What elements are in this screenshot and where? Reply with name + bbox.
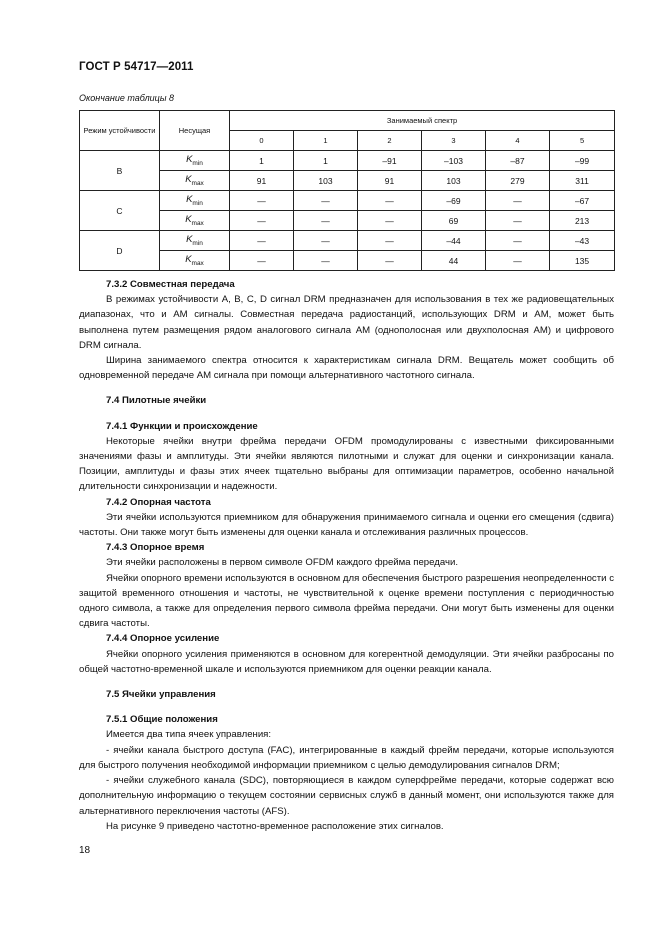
table-row <box>80 231 615 251</box>
value-cell: — <box>294 191 358 211</box>
header-spectrum-col: 3 <box>422 131 486 151</box>
mode-cell: C <box>80 191 160 231</box>
value-cell: 103 <box>422 171 486 191</box>
value-cell: 279 <box>486 171 550 191</box>
value-cell: — <box>294 211 358 231</box>
value-cell: — <box>486 231 550 251</box>
value-cell: — <box>358 231 422 251</box>
table-row <box>80 171 615 191</box>
mode-cell: B <box>80 151 160 191</box>
header-spectrum-col: 1 <box>294 131 358 151</box>
mode-cell: D <box>80 231 160 271</box>
section-heading: 7.4 Пилотные ячейки <box>106 395 207 407</box>
header-mode: Режим устойчивости <box>80 111 160 151</box>
value-cell: — <box>486 211 550 231</box>
paragraph: Ширина занимаемого спектра относится к характеристикам сигнала DRM. Вещатель может сообщить об одновременной передаче АМ сигнала при помощи альтернативного частотного сигнала. <box>79 355 614 382</box>
value-cell: –103 <box>422 151 486 171</box>
value-cell: –69 <box>422 191 486 211</box>
paragraph: На рисунке 9 приведено частотно-временное расположение этих сигналов. <box>106 820 444 832</box>
value-cell: — <box>294 251 358 271</box>
header-spectrum: Занимаемый спектр <box>230 111 615 131</box>
section-heading: 7.4.1 Функции и происхождение <box>106 420 258 432</box>
table-row <box>80 251 615 271</box>
value-cell: — <box>230 191 294 211</box>
value-cell: — <box>486 191 550 211</box>
header-spectrum-col: 5 <box>550 131 615 151</box>
value-cell: 69 <box>422 211 486 231</box>
paragraph: Эти ячейки расположены в первом символе OFDM каждого фрейма передачи. <box>106 557 458 569</box>
header-spectrum-col: 2 <box>358 131 422 151</box>
paragraph: Ячейки опорного времени используются в основном для обеспечения быстрого разрешения неопределенности с защитой временного отношения и частоты, не чувствительной к оценке времени поступления с периодичностью одного символа, а также для определения первого символа фрейма передачи. Они могут быть изменены для оценки сдвига частоты. <box>79 572 614 630</box>
table-row <box>80 211 615 231</box>
section-heading: 7.5 Ячейки управления <box>106 689 216 701</box>
table-row <box>80 191 615 211</box>
value-cell: –99 <box>550 151 615 171</box>
paragraph: Ячейки опорного усиления применяются в основном для когерентной демодуляции. Эти ячейки разбросаны по общей частотно-временной шкале и используются приемником для оценки реакции канала. <box>79 648 614 675</box>
value-cell: — <box>486 251 550 271</box>
value-cell: — <box>358 191 422 211</box>
value-cell: –44 <box>422 231 486 251</box>
carrier-cell: $K_{max}$ <box>160 211 230 231</box>
value-cell: 213 <box>550 211 615 231</box>
header-spectrum-col: 4 <box>486 131 550 151</box>
carrier-cell: $K_{max}$ <box>160 251 230 271</box>
list-item: - ячейки канала быстрого доступа (FAC), интегрированные в каждый фрейм передачи, которые используются для быстрого получения необходимой информации приемником с целью демодулирования сигналов DRM; <box>79 744 614 771</box>
section-heading: 7.3.2 Совместная передача <box>106 279 235 290</box>
value-cell: 1 <box>230 151 294 171</box>
value-cell: 91 <box>358 171 422 191</box>
value-cell: –43 <box>550 231 615 251</box>
value-cell: — <box>358 211 422 231</box>
section-heading: 7.4.4 Опорное усиление <box>106 633 220 645</box>
page-number: 18 <box>79 845 91 856</box>
carrier-cell: $K_{min}$ <box>160 231 230 251</box>
carrier-cell: $K_{max}$ <box>160 171 230 191</box>
paragraph: Некоторые ячейки внутри фрейма передачи OFDM промодулированы с известными фиксированными значениями фазы и амплитуды. Эти ячейки являются пилотными и служат для оценки и синхронизации канала. Позиции, амплитуды и фазы этих ячеек тщательно выбраны для оптимизации параметров, особенно начальной длительности синхронизации и надежности. <box>79 435 614 493</box>
value-cell: 44 <box>422 251 486 271</box>
value-cell: — <box>230 231 294 251</box>
table-row <box>80 151 615 171</box>
value-cell: 1 <box>294 151 358 171</box>
header-spectrum-col: 0 <box>230 131 294 151</box>
value-cell: 103 <box>294 171 358 191</box>
body-text <box>79 277 614 834</box>
spectrum-table <box>79 110 615 271</box>
value-cell: 91 <box>230 171 294 191</box>
carrier-cell: $K_{min}$ <box>160 151 230 171</box>
document-id: ГОСТ Р 54717—2011 <box>79 61 194 73</box>
table-caption: Окончание таблицы 8 <box>79 93 174 103</box>
paragraph: В режимах устойчивости A, B, C, D сигнал DRM предназначен для использования в тех же радиовещательных диапазонах, что и АМ сигналы. Совместная передача радиостанций, использующих DRM и АМ, может быть выполнена путем размещения рядом аналогового сигнала АМ (однополосная или двухполосная АМ) и цифрового DRM сигнала. <box>79 294 614 351</box>
value-cell: — <box>230 211 294 231</box>
section-heading: 7.4.2 Опорная частота <box>106 496 211 508</box>
value-cell: –87 <box>486 151 550 171</box>
value-cell: –67 <box>550 191 615 211</box>
paragraph: Имеется два типа ячеек управления: <box>106 729 272 741</box>
carrier-cell: $K_{min}$ <box>160 191 230 211</box>
value-cell: — <box>358 251 422 271</box>
value-cell: — <box>230 251 294 271</box>
section-heading: 7.5.1 Общие положения <box>106 714 218 726</box>
value-cell: 135 <box>550 251 615 271</box>
paragraph: Эти ячейки используются приемником для обнаружения принимаемого сигнала и оценки его смещения (сдвига) частоты. Они также могут быть изменены для оценки канала и отслеживания различных процессов. <box>79 511 614 539</box>
list-item: - ячейки служебного канала (SDC), повторяющиеся в каждом суперфрейме передачи, которые содержат всю дополнительную информацию о текущем состоянии сервисных служб в данный момент, они используются также для альтернативного переключения частоты (AFS). <box>79 775 614 817</box>
value-cell: 311 <box>550 171 615 191</box>
value-cell: — <box>294 231 358 251</box>
value-cell: –91 <box>358 151 422 171</box>
header-carrier: Несущая <box>160 111 230 151</box>
section-heading: 7.4.3 Опорное время <box>106 542 205 554</box>
